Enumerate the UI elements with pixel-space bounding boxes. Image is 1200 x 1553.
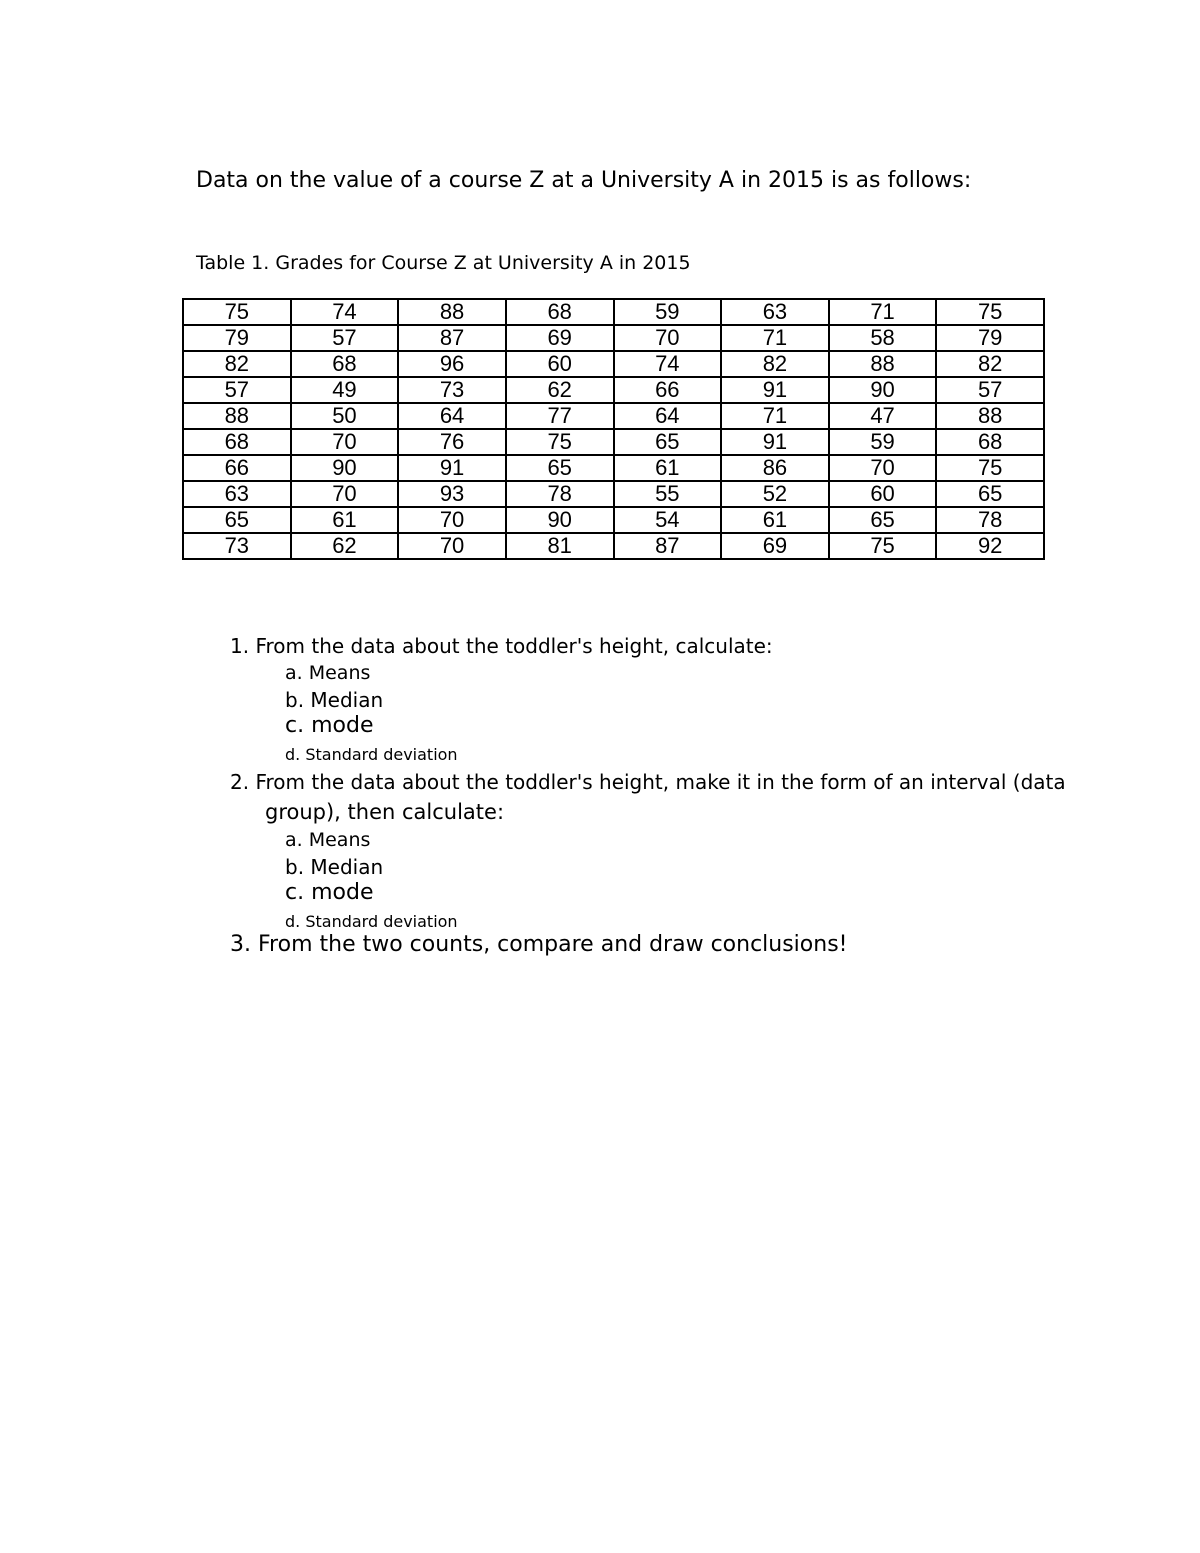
table-cell: 81 bbox=[506, 533, 614, 559]
table-cell: 88 bbox=[936, 403, 1044, 429]
table-cell: 57 bbox=[291, 325, 399, 351]
table-cell: 79 bbox=[183, 325, 291, 351]
table-cell: 88 bbox=[398, 299, 506, 325]
question-1 bbox=[230, 634, 773, 658]
question-1-item-d: d. Standard deviation bbox=[285, 745, 458, 764]
table-cell: 65 bbox=[614, 429, 722, 455]
table-cell: 78 bbox=[506, 481, 614, 507]
table-cell: 61 bbox=[721, 507, 829, 533]
table-cell: 82 bbox=[183, 351, 291, 377]
table-row bbox=[183, 533, 1044, 559]
table-cell: 88 bbox=[183, 403, 291, 429]
table-cell: 75 bbox=[183, 299, 291, 325]
table-cell: 76 bbox=[398, 429, 506, 455]
question-2-item-b: b. Median bbox=[285, 855, 384, 879]
table-row bbox=[183, 351, 1044, 377]
table-cell: 62 bbox=[506, 377, 614, 403]
table-cell: 87 bbox=[614, 533, 722, 559]
table-cell: 58 bbox=[829, 325, 937, 351]
table-cell: 54 bbox=[614, 507, 722, 533]
table-cell: 65 bbox=[829, 507, 937, 533]
table-cell: 70 bbox=[398, 533, 506, 559]
table-cell: 75 bbox=[506, 429, 614, 455]
table-cell: 47 bbox=[829, 403, 937, 429]
table-cell: 87 bbox=[398, 325, 506, 351]
table-cell: 68 bbox=[506, 299, 614, 325]
question-3 bbox=[230, 932, 847, 957]
table-cell: 64 bbox=[614, 403, 722, 429]
table-cell: 70 bbox=[398, 507, 506, 533]
table-cell: 70 bbox=[291, 429, 399, 455]
table-cell: 91 bbox=[721, 429, 829, 455]
question-2 bbox=[230, 770, 1066, 794]
table-cell: 90 bbox=[506, 507, 614, 533]
table-row bbox=[183, 481, 1044, 507]
table-cell: 70 bbox=[291, 481, 399, 507]
question-1-item-a: a. Means bbox=[285, 662, 371, 684]
grades-table bbox=[182, 298, 1045, 560]
table-cell: 75 bbox=[936, 455, 1044, 481]
table-cell: 59 bbox=[614, 299, 722, 325]
table-cell: 50 bbox=[291, 403, 399, 429]
table-row bbox=[183, 507, 1044, 533]
table-cell: 65 bbox=[183, 507, 291, 533]
question-1-item-b: b. Median bbox=[285, 688, 384, 712]
table-cell: 69 bbox=[721, 533, 829, 559]
table-cell: 52 bbox=[721, 481, 829, 507]
table-cell: 68 bbox=[183, 429, 291, 455]
table-cell: 57 bbox=[936, 377, 1044, 403]
table-cell: 62 bbox=[291, 533, 399, 559]
question-3-number: 3. bbox=[230, 932, 251, 957]
intro-text: Data on the value of a course Z at a University A in 2015 is as follows: bbox=[196, 168, 972, 193]
table-row bbox=[183, 299, 1044, 325]
table-cell: 82 bbox=[936, 351, 1044, 377]
question-1-item-c: c. mode bbox=[285, 713, 374, 738]
table-cell: 79 bbox=[936, 325, 1044, 351]
question-2-item-d: d. Standard deviation bbox=[285, 912, 458, 931]
grades-table-body bbox=[183, 299, 1044, 559]
table-cell: 68 bbox=[936, 429, 1044, 455]
table-cell: 61 bbox=[291, 507, 399, 533]
table-cell: 74 bbox=[291, 299, 399, 325]
table-cell: 70 bbox=[829, 455, 937, 481]
table-cell: 93 bbox=[398, 481, 506, 507]
table-cell: 75 bbox=[936, 299, 1044, 325]
table-cell: 66 bbox=[183, 455, 291, 481]
question-2-number: 2. bbox=[230, 770, 250, 794]
question-3-text: From the two counts, compare and draw conclusions! bbox=[258, 932, 848, 957]
table-cell: 64 bbox=[398, 403, 506, 429]
table-row bbox=[183, 429, 1044, 455]
table-cell: 68 bbox=[291, 351, 399, 377]
table-cell: 78 bbox=[936, 507, 1044, 533]
table-cell: 73 bbox=[398, 377, 506, 403]
question-1-text: From the data about the toddler's height, calculate: bbox=[255, 634, 773, 658]
table-cell: 71 bbox=[721, 403, 829, 429]
table-cell: 55 bbox=[614, 481, 722, 507]
table-cell: 71 bbox=[721, 325, 829, 351]
table-cell: 60 bbox=[829, 481, 937, 507]
table-cell: 69 bbox=[506, 325, 614, 351]
question-2-text: From the data about the toddler's height, make it in the form of an interval (data bbox=[255, 770, 1066, 794]
table-cell: 90 bbox=[829, 377, 937, 403]
table-cell: 91 bbox=[398, 455, 506, 481]
table-cell: 74 bbox=[614, 351, 722, 377]
table-row bbox=[183, 377, 1044, 403]
question-2-text-continued: group), then calculate: bbox=[265, 800, 505, 824]
table-cell: 59 bbox=[829, 429, 937, 455]
table-cell: 71 bbox=[829, 299, 937, 325]
table-cell: 63 bbox=[721, 299, 829, 325]
table-cell: 70 bbox=[614, 325, 722, 351]
table-cell: 92 bbox=[936, 533, 1044, 559]
table-cell: 90 bbox=[291, 455, 399, 481]
question-2-item-a: a. Means bbox=[285, 829, 371, 851]
table-cell: 60 bbox=[506, 351, 614, 377]
table-cell: 49 bbox=[291, 377, 399, 403]
table-cell: 82 bbox=[721, 351, 829, 377]
table-cell: 57 bbox=[183, 377, 291, 403]
table-cell: 61 bbox=[614, 455, 722, 481]
table-row bbox=[183, 325, 1044, 351]
table-cell: 75 bbox=[829, 533, 937, 559]
table-cell: 66 bbox=[614, 377, 722, 403]
table-cell: 91 bbox=[721, 377, 829, 403]
table-row bbox=[183, 403, 1044, 429]
table-caption: Table 1. Grades for Course Z at University A in 2015 bbox=[196, 252, 691, 274]
question-2-item-c: c. mode bbox=[285, 880, 374, 905]
table-cell: 96 bbox=[398, 351, 506, 377]
table-cell: 65 bbox=[506, 455, 614, 481]
table-cell: 73 bbox=[183, 533, 291, 559]
table-cell: 63 bbox=[183, 481, 291, 507]
table-cell: 65 bbox=[936, 481, 1044, 507]
question-1-number: 1. bbox=[230, 634, 250, 658]
table-row bbox=[183, 455, 1044, 481]
table-cell: 77 bbox=[506, 403, 614, 429]
table-cell: 86 bbox=[721, 455, 829, 481]
table-cell: 88 bbox=[829, 351, 937, 377]
